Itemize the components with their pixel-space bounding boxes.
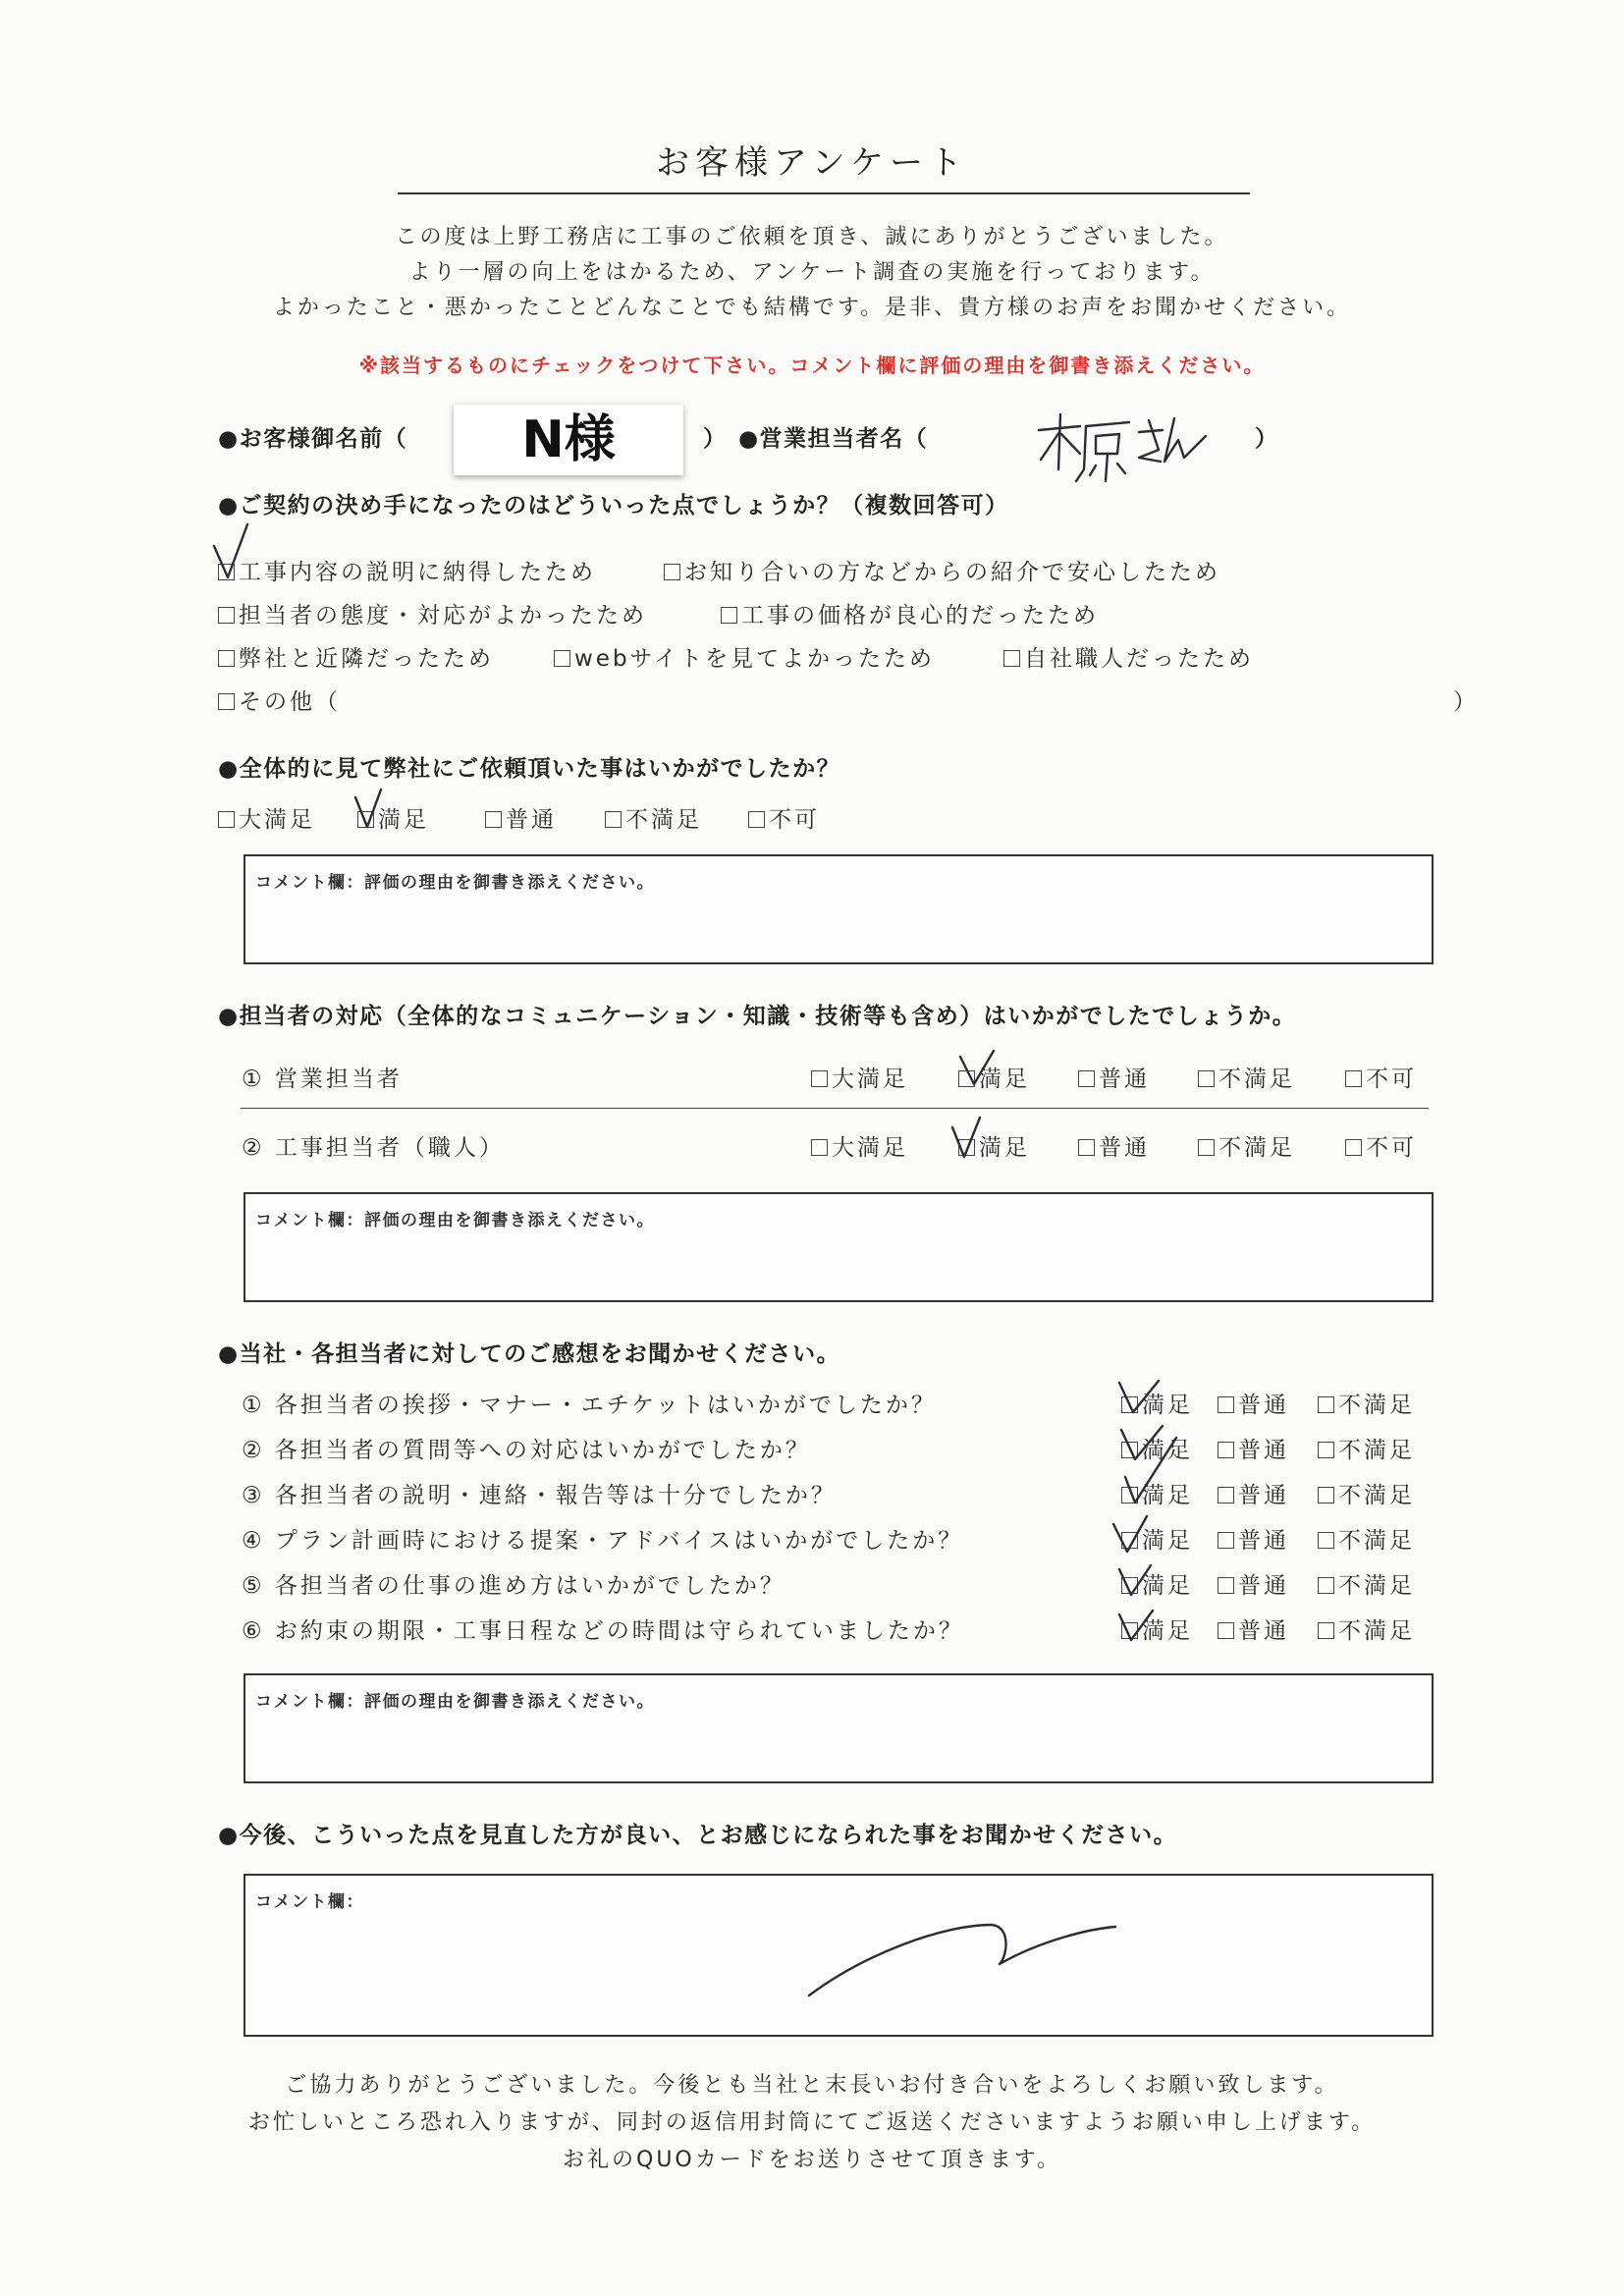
q2-option-2[interactable]: 満足: [357, 801, 429, 834]
q4-item-2-option-3[interactable]: 不満足: [1318, 1432, 1415, 1464]
q4-item-6-option-3[interactable]: 不満足: [1318, 1613, 1415, 1645]
intro-line-3: よかったこと・悪かったことどんなことでも結構です。是非、貴方様のお声をお聞かせください。: [272, 296, 1352, 320]
q4-item-6-option-1[interactable]: 満足: [1121, 1613, 1193, 1645]
title-underline: [398, 192, 1250, 194]
q3-row-1-label: ① 営業担当者: [242, 1066, 403, 1092]
checkbox[interactable]: [1218, 1622, 1234, 1639]
checkbox[interactable]: [811, 1139, 828, 1156]
footer-line-2: お忙しいところ恐れ入りますが、同封の返信用封筒にてご返送くださいますようお願い申し上げます。: [247, 2110, 1377, 2135]
checkbox[interactable]: [664, 564, 680, 580]
q3-row-1-option-2[interactable]: 満足: [958, 1061, 1030, 1093]
q4-question: ●当社・各担当者に対してのご感想をお聞かせください。: [218, 1341, 841, 1367]
checkbox[interactable]: [1218, 1532, 1234, 1549]
q1-option-7[interactable]: 自社職人だったため: [1003, 640, 1254, 673]
q1-option-4[interactable]: 工事の価格が良心的だったため: [721, 597, 1099, 629]
checkbox[interactable]: [1318, 1622, 1334, 1639]
checkbox[interactable]: [1003, 650, 1020, 667]
q1-option-8[interactable]: その他（: [218, 683, 341, 716]
checkbox[interactable]: [1121, 1487, 1138, 1503]
q2-comment-label: コメント欄：評価の理由を御書き添えください。: [255, 873, 655, 893]
checkbox[interactable]: [1345, 1070, 1362, 1087]
checkbox[interactable]: [218, 564, 235, 580]
checkbox[interactable]: [1078, 1139, 1095, 1156]
q4-item-5-option-2[interactable]: 普通: [1218, 1567, 1289, 1600]
q3-row-1-option-1[interactable]: 大満足: [811, 1061, 908, 1093]
q4-item-1-option-3[interactable]: 不満足: [1318, 1387, 1415, 1419]
q3-row-divider: [241, 1108, 1429, 1109]
checkbox[interactable]: [958, 1070, 975, 1087]
q2-option-5[interactable]: 不可: [748, 801, 820, 834]
checkbox[interactable]: [554, 650, 570, 667]
q1-option-6[interactable]: webサイトを見てよかったため: [554, 640, 935, 673]
q1-option-2[interactable]: お知り合いの方などからの紹介で安心したため: [664, 554, 1220, 586]
q3-question: ●担当者の対応（全体的なコミュニケーション・知識・技術等も含め）はいかがでしたでしょうか。: [218, 1004, 1297, 1029]
customer-name-close: ）: [703, 426, 728, 452]
customer-name-label: ●お客様御名前（: [218, 426, 408, 452]
checkbox[interactable]: [1318, 1532, 1334, 1549]
q5-comment-label: コメント欄：: [255, 1892, 364, 1912]
checkbox[interactable]: [1198, 1139, 1215, 1156]
checkbox[interactable]: [1218, 1577, 1234, 1594]
q3-row-2-option-4[interactable]: 不満足: [1198, 1129, 1295, 1162]
q3-row-2-option-3[interactable]: 普通: [1078, 1129, 1150, 1162]
q4-item-3-option-3[interactable]: 不満足: [1318, 1477, 1415, 1509]
q4-item-2-option-2[interactable]: 普通: [1218, 1432, 1289, 1464]
q4-comment-box[interactable]: [244, 1673, 1434, 1783]
footer-line-1: ご協力ありがとうございました。今後とも当社と末長いお付き合いをよろしくお願い致します。: [285, 2073, 1339, 2098]
footer-line-3: お礼のQUOカードをお送りさせて頂きます。: [563, 2148, 1061, 2172]
q4-item-6-option-2[interactable]: 普通: [1218, 1613, 1289, 1645]
q3-row-1-option-3[interactable]: 普通: [1078, 1061, 1150, 1093]
q5-question: ●今後、こういった点を見直した方が良い、とお感じになられた事をお聞かせください。: [218, 1823, 1178, 1848]
q3-comment-box[interactable]: [244, 1192, 1434, 1302]
checkbox[interactable]: [218, 607, 235, 624]
checkbox[interactable]: [1121, 1577, 1138, 1594]
intro-line-1: この度は上野工務店に工事のご依頼を頂き、誠にありがとうございました。: [395, 225, 1229, 249]
checkbox[interactable]: [1121, 1442, 1138, 1458]
q4-item-3-option-2[interactable]: 普通: [1218, 1477, 1289, 1509]
checkbox[interactable]: [485, 811, 502, 828]
checkbox[interactable]: [218, 811, 235, 828]
q4-item-2: ② 各担当者の質問等への対応はいかがでしたか？: [242, 1438, 811, 1463]
q4-item-1: ① 各担当者の挨拶・マナー・エチケットはいかがでしたか？: [242, 1393, 937, 1418]
q3-comment-label: コメント欄：評価の理由を御書き添えください。: [255, 1211, 655, 1230]
instruction-note: ※該当するものにチェックをつけて下さい。コメント欄に評価の理由を御書き添えください。: [358, 354, 1266, 377]
q3-row-2-option-2[interactable]: 満足: [958, 1129, 1030, 1162]
checkbox[interactable]: [1121, 1396, 1138, 1413]
checkbox[interactable]: [811, 1070, 828, 1087]
checkbox[interactable]: [218, 650, 235, 667]
q4-item-4-option-2[interactable]: 普通: [1218, 1522, 1289, 1555]
checkbox[interactable]: [958, 1139, 975, 1156]
q4-item-6: ⑥ お約束の期限・工事日程などの時間は守られていましたか？: [242, 1618, 964, 1644]
q3-row-2-label: ② 工事担当者（職人）: [242, 1135, 505, 1161]
checkbox[interactable]: [1318, 1442, 1334, 1458]
intro-line-2: より一層の向上をはかるため、アンケート調査の実施を行っております。: [408, 260, 1216, 285]
q1-question: ●ご契約の決め手になったのはどういった点でしょうか？（複数回答可）: [218, 493, 1009, 519]
checkbox[interactable]: [1121, 1622, 1138, 1639]
checkbox[interactable]: [1198, 1070, 1215, 1087]
q3-row-1-option-5[interactable]: 不可: [1345, 1061, 1417, 1093]
q4-item-2-option-1[interactable]: 満足: [1121, 1432, 1193, 1464]
checkbox[interactable]: [748, 811, 765, 828]
q4-item-5: ⑤ 各担当者の仕事の進め方はいかがでしたか？: [242, 1573, 785, 1599]
q2-option-3[interactable]: 普通: [485, 801, 557, 834]
q4-item-3-option-1[interactable]: 満足: [1121, 1477, 1193, 1509]
checkbox[interactable]: [1218, 1487, 1234, 1503]
q5-comment-box[interactable]: [244, 1874, 1434, 2037]
q1-option-3[interactable]: 担当者の態度・対応がよかったため: [218, 597, 647, 629]
page-title: お客様アンケート: [656, 143, 968, 183]
checkbox[interactable]: [1218, 1396, 1234, 1413]
q2-comment-box[interactable]: [244, 854, 1434, 964]
q3-row-2-option-1[interactable]: 大満足: [811, 1129, 908, 1162]
checkbox[interactable]: [1318, 1396, 1334, 1413]
checkbox[interactable]: [1318, 1487, 1334, 1503]
checkbox[interactable]: [218, 693, 235, 710]
q3-row-2-option-5[interactable]: 不可: [1345, 1129, 1417, 1162]
checkbox[interactable]: [1318, 1577, 1334, 1594]
q4-item-5-option-3[interactable]: 不満足: [1318, 1567, 1415, 1600]
q4-comment-label: コメント欄：評価の理由を御書き添えください。: [255, 1692, 655, 1712]
customer-name-value: N様: [454, 405, 683, 475]
checkbox[interactable]: [1078, 1070, 1095, 1087]
checkbox[interactable]: [1345, 1139, 1362, 1156]
q4-item-3: ③ 各担当者の説明・連絡・報告等は十分でしたか？: [242, 1483, 837, 1508]
q4-item-4: ④ プラン計画時における提案・アドバイスはいかがでしたか？: [242, 1528, 964, 1554]
q4-item-1-option-2[interactable]: 普通: [1218, 1387, 1289, 1419]
q4-item-5-option-1[interactable]: 満足: [1121, 1567, 1193, 1600]
checkbox[interactable]: [721, 607, 737, 624]
checkbox[interactable]: [605, 811, 622, 828]
checkbox[interactable]: [1218, 1442, 1234, 1458]
q4-item-4-option-1[interactable]: 満足: [1121, 1522, 1193, 1555]
q2-question: ●全体的に見て弊社にご依頼頂いた事はいかがでしたか？: [218, 756, 841, 782]
checkbox[interactable]: [357, 811, 374, 828]
staff-name-label: ●営業担当者名（: [738, 426, 929, 452]
q4-item-4-option-3[interactable]: 不満足: [1318, 1522, 1415, 1555]
q1-other-close: ）: [1453, 689, 1479, 715]
q2-option-1[interactable]: 大満足: [218, 801, 315, 834]
checkbox[interactable]: [1121, 1532, 1138, 1549]
q3-row-1-option-4[interactable]: 不満足: [1198, 1061, 1295, 1093]
q1-option-1[interactable]: 工事内容の説明に納得したため: [218, 554, 596, 586]
q1-option-5[interactable]: 弊社と近隣だったため: [218, 640, 494, 673]
staff-name-close: ）: [1255, 426, 1279, 452]
q4-item-1-option-1[interactable]: 満足: [1121, 1387, 1193, 1419]
q2-option-4[interactable]: 不満足: [605, 801, 702, 834]
